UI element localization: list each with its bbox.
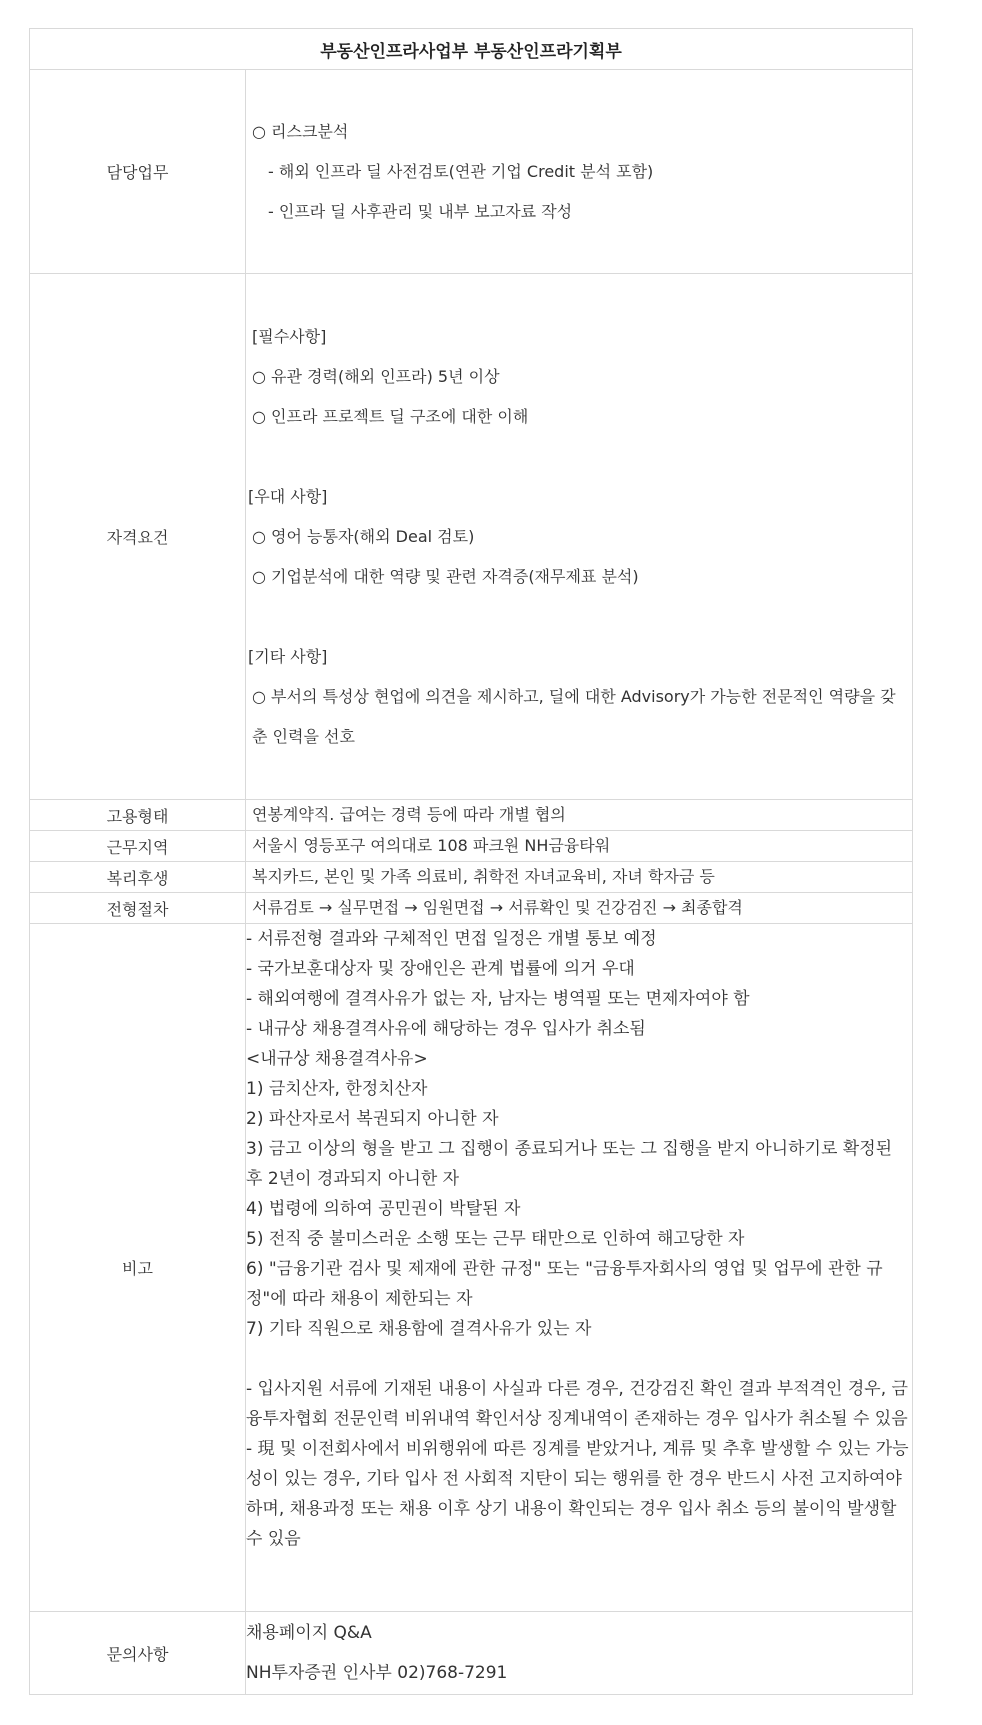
benefits-label: 복리후생 bbox=[30, 862, 246, 893]
preferred-item: ○ 기업분석에 대한 역량 및 관련 자격증(재무제표 분석) bbox=[252, 566, 639, 586]
duties-content bbox=[246, 70, 913, 274]
note-line: - 내규상 채용결격사유에 해당하는 경우 입사가 취소됨 bbox=[246, 1019, 646, 1039]
process-label: 전형절차 bbox=[30, 893, 246, 924]
note-line: 6) "금융기관 검사 및 제재에 관한 규정" 또는 "금융투자회사의 영업 및 업무에 관한 규정"에 따라 채용이 제한되는 자 bbox=[246, 1259, 883, 1309]
employment-label: 고용형태 bbox=[30, 800, 246, 831]
note-line: 4) 법령에 의하여 공민권이 박탈된 자 bbox=[246, 1199, 521, 1219]
duties-label: 담당업무 bbox=[30, 70, 246, 274]
required-item: ○ 인프라 프로젝트 딜 구조에 대한 이해 bbox=[252, 406, 529, 426]
preferred-heading: [우대 사항] bbox=[248, 486, 328, 506]
duty-line: - 해외 인프라 딜 사전검토(연관 기업 Credit 분석 포함) bbox=[268, 161, 654, 181]
qualifications-label: 자격요건 bbox=[30, 274, 246, 800]
benefits-value: 복지카드, 본인 및 가족 의료비, 취학전 자녀교육비, 자녀 학자금 등 bbox=[252, 867, 715, 886]
posting-title: 부동산인프라사업부 부동산인프라기획부 bbox=[30, 29, 913, 70]
required-item: ○ 유관 경력(해외 인프라) 5년 이상 bbox=[252, 366, 500, 386]
inquiry-line: 채용페이지 Q&A bbox=[246, 1623, 372, 1643]
location-label: 근무지역 bbox=[30, 831, 246, 862]
note-line: - 입사지원 서류에 기재된 내용이 사실과 다른 경우, 건강검진 확인 결과 부적격인 경우, 금융투자협회 전문인력 비위내역 확인서상 징계내역이 존재하는 경우 입사가 취소될 수 있음 bbox=[246, 1379, 908, 1429]
note-line: 7) 기타 직원으로 채용함에 결격사유가 있는 자 bbox=[246, 1319, 592, 1339]
notes-label: 비고 bbox=[30, 924, 246, 1612]
note-line: - 국가보훈대상자 및 장애인은 관계 법률에 의거 우대 bbox=[246, 959, 635, 979]
inquiry-label: 문의사항 bbox=[30, 1612, 246, 1695]
note-line: 2) 파산자로서 복권되지 아니한 자 bbox=[246, 1109, 499, 1129]
notes-content bbox=[246, 924, 913, 1612]
duty-line: ○ 리스크분석 bbox=[252, 121, 349, 141]
process-value: 서류검토 → 실무면접 → 임원면접 → 서류확인 및 건강검진 → 최종합격 bbox=[252, 898, 743, 917]
inquiry-line: NH투자증권 인사부 02)768-7291 bbox=[246, 1663, 508, 1683]
note-line: 1) 금치산자, 한정치산자 bbox=[246, 1079, 428, 1099]
duty-line: - 인프라 딜 사후관리 및 내부 보고자료 작성 bbox=[268, 201, 573, 221]
note-line: 3) 금고 이상의 형을 받고 그 집행이 종료되거나 또는 그 집행을 받지 아니하기로 확정된 후 2년이 경과되지 아니한 자 bbox=[246, 1139, 893, 1189]
employment-value: 연봉계약직. 급여는 경력 등에 따라 개별 협의 bbox=[252, 805, 566, 824]
preferred-item: ○ 영어 능통자(해외 Deal 검토) bbox=[252, 526, 475, 546]
other-item: ○ 부서의 특성상 현업에 의견을 제시하고, 딜에 대한 Advisory가 가능한 전문적인 역량을 갖춘 인력을 선호 bbox=[252, 686, 896, 746]
inquiry-content bbox=[246, 1612, 913, 1695]
note-line: - 해외여행에 결격사유가 없는 자, 남자는 병역필 또는 면제자여야 함 bbox=[246, 989, 750, 1009]
required-heading: [필수사항] bbox=[252, 326, 327, 346]
other-heading: [기타 사항] bbox=[248, 646, 328, 666]
note-line: - 現 및 이전회사에서 비위행위에 따른 징계를 받았거나, 계류 및 추후 발생할 수 있는 가능성이 있는 경우, 기타 입사 전 사회적 지탄이 되는 행위를 한 경우 반드시 사전 고지하여야 하며, 채용과정 또는 채용 이후 상기 내용이 확인되는 경우 입사 취소 등의 불이익 발생할 수 있음 bbox=[246, 1439, 909, 1549]
note-line: - 서류전형 결과와 구체적인 면접 일정은 개별 통보 예정 bbox=[246, 929, 657, 949]
qualifications-content bbox=[246, 274, 913, 800]
note-line: <내규상 채용결격사유> bbox=[246, 1049, 428, 1069]
note-line: 5) 전직 중 불미스러운 소행 또는 근무 태만으로 인하여 해고당한 자 bbox=[246, 1229, 745, 1249]
job-posting-table bbox=[29, 28, 913, 1695]
location-value: 서울시 영등포구 여의대로 108 파크원 NH금융타워 bbox=[252, 836, 611, 855]
